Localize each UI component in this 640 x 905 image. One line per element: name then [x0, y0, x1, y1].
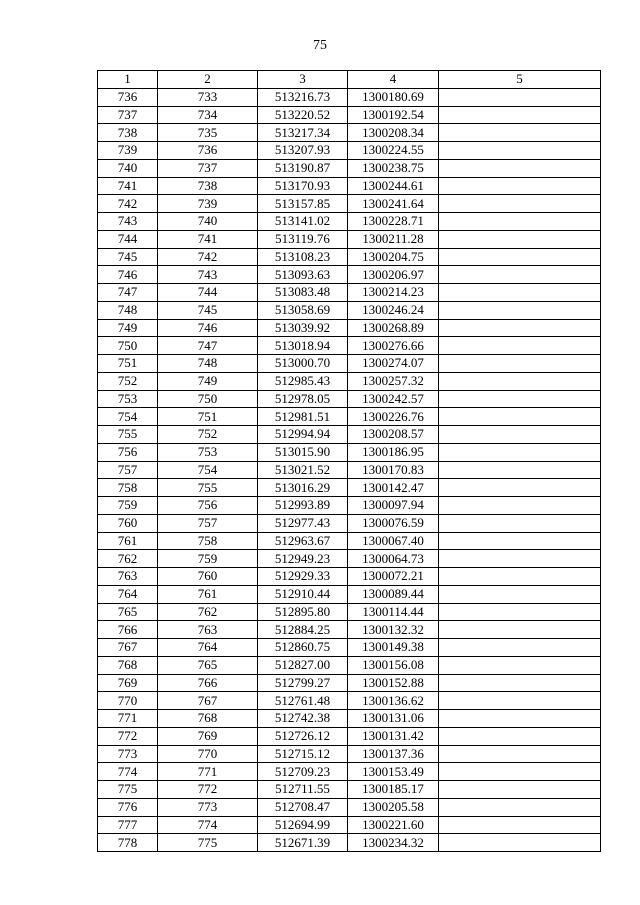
table-cell-col-3: 513119.76	[258, 230, 348, 248]
table-cell-col-1: 774	[98, 763, 158, 781]
table-cell-col-1: 772	[98, 727, 158, 745]
table-cell-col-4: 1300244.61	[348, 177, 439, 195]
table-cell-col-4: 1300234.32	[348, 834, 439, 852]
table-cell-col-2: 741	[158, 230, 258, 248]
table-cell-col-2: 747	[158, 337, 258, 355]
table-row	[98, 301, 601, 319]
column-header-5: 5	[439, 71, 601, 89]
table-cell-col-4: 1300241.64	[348, 195, 439, 213]
table-cell-col-2: 750	[158, 390, 258, 408]
table-cell-col-3: 512895.80	[258, 603, 348, 621]
table-cell-col-3: 513015.90	[258, 443, 348, 461]
table-row	[98, 159, 601, 177]
table-row	[98, 497, 601, 515]
table-cell-col-1: 763	[98, 568, 158, 586]
table-cell-col-4: 1300170.83	[348, 461, 439, 479]
table-row	[98, 230, 601, 248]
table-cell-col-3: 512726.12	[258, 727, 348, 745]
table-row	[98, 710, 601, 728]
table-cell-col-3: 512978.05	[258, 390, 348, 408]
table-cell-col-3: 512860.75	[258, 639, 348, 657]
table-cell-col-1: 744	[98, 230, 158, 248]
table-cell-col-2: 746	[158, 319, 258, 337]
table-cell-col-2: 735	[158, 124, 258, 142]
table-cell-col-4: 1300131.42	[348, 727, 439, 745]
table-cell-col-4: 1300185.17	[348, 781, 439, 799]
table-cell-col-4: 1300076.59	[348, 514, 439, 532]
table-cell-col-5	[439, 301, 601, 319]
table-cell-col-4: 1300149.38	[348, 639, 439, 657]
table-row	[98, 550, 601, 568]
table-cell-col-3: 512993.89	[258, 497, 348, 515]
table-cell-col-5	[439, 656, 601, 674]
table-row	[98, 390, 601, 408]
table-cell-col-1: 775	[98, 781, 158, 799]
table-cell-col-1: 748	[98, 301, 158, 319]
table-cell-col-5	[439, 355, 601, 373]
table-cell-col-2: 751	[158, 408, 258, 426]
table-row	[98, 177, 601, 195]
table-cell-col-5	[439, 550, 601, 568]
table-row	[98, 461, 601, 479]
table-row	[98, 408, 601, 426]
table-row	[98, 248, 601, 266]
table-cell-col-4: 1300204.75	[348, 248, 439, 266]
table-cell-col-3: 513058.69	[258, 301, 348, 319]
table-cell-col-5	[439, 816, 601, 834]
table-cell-col-3: 512711.55	[258, 781, 348, 799]
table-cell-col-1: 761	[98, 532, 158, 550]
table-cell-col-2: 772	[158, 781, 258, 799]
table-cell-col-3: 512709.23	[258, 763, 348, 781]
table-cell-col-5	[439, 745, 601, 763]
table-cell-col-5	[439, 479, 601, 497]
table-cell-col-1: 736	[98, 88, 158, 106]
table-row	[98, 621, 601, 639]
table-row	[98, 816, 601, 834]
table-row	[98, 426, 601, 444]
table-cell-col-5	[439, 497, 601, 515]
table-cell-col-2: 769	[158, 727, 258, 745]
table-cell-col-4: 1300208.57	[348, 426, 439, 444]
table-row	[98, 372, 601, 390]
table-cell-col-2: 773	[158, 798, 258, 816]
table-cell-col-3: 512694.99	[258, 816, 348, 834]
table-cell-col-4: 1300137.36	[348, 745, 439, 763]
table-cell-col-3: 513207.93	[258, 142, 348, 160]
table-cell-col-3: 513190.87	[258, 159, 348, 177]
table-cell-col-1: 745	[98, 248, 158, 266]
table-cell-col-3: 512799.27	[258, 674, 348, 692]
table-cell-col-3: 513170.93	[258, 177, 348, 195]
table-cell-col-2: 759	[158, 550, 258, 568]
table-cell-col-4: 1300226.76	[348, 408, 439, 426]
table-cell-col-5	[439, 443, 601, 461]
column-header-4: 4	[348, 71, 439, 89]
table-row	[98, 639, 601, 657]
table-cell-col-5	[439, 284, 601, 302]
table-cell-col-4: 1300221.60	[348, 816, 439, 834]
table-cell-col-1: 766	[98, 621, 158, 639]
table-cell-col-4: 1300274.07	[348, 355, 439, 373]
table-cell-col-5	[439, 710, 601, 728]
column-header-1: 1	[98, 71, 158, 89]
table-cell-col-3: 512985.43	[258, 372, 348, 390]
table-row	[98, 798, 601, 816]
table-cell-col-1: 752	[98, 372, 158, 390]
table-cell-col-4: 1300136.62	[348, 692, 439, 710]
table-cell-col-4: 1300238.75	[348, 159, 439, 177]
table-cell-col-2: 749	[158, 372, 258, 390]
table-cell-col-1: 754	[98, 408, 158, 426]
table-cell-col-4: 1300153.49	[348, 763, 439, 781]
table-cell-col-5	[439, 319, 601, 337]
table-cell-col-5	[439, 461, 601, 479]
table-cell-col-2: 764	[158, 639, 258, 657]
table-cell-col-5	[439, 585, 601, 603]
table-cell-col-3: 513093.63	[258, 266, 348, 284]
table-cell-col-1: 738	[98, 124, 158, 142]
table-cell-col-2: 742	[158, 248, 258, 266]
table-cell-col-4: 1300246.24	[348, 301, 439, 319]
table-cell-col-5	[439, 621, 601, 639]
table-row	[98, 656, 601, 674]
table-cell-col-4: 1300142.47	[348, 479, 439, 497]
table-cell-col-2: 768	[158, 710, 258, 728]
table-row	[98, 337, 601, 355]
table-cell-col-1: 769	[98, 674, 158, 692]
table-body	[98, 88, 601, 851]
table-cell-col-5	[439, 142, 601, 160]
table-cell-col-4: 1300211.28	[348, 230, 439, 248]
table-cell-col-4: 1300089.44	[348, 585, 439, 603]
table-cell-col-4: 1300192.54	[348, 106, 439, 124]
table-cell-col-2: 756	[158, 497, 258, 515]
table-cell-col-1: 758	[98, 479, 158, 497]
table-cell-col-3: 513220.52	[258, 106, 348, 124]
table-cell-col-1: 770	[98, 692, 158, 710]
table-cell-col-3: 513021.52	[258, 461, 348, 479]
table-cell-col-4: 1300156.08	[348, 656, 439, 674]
table-cell-col-2: 733	[158, 88, 258, 106]
table-cell-col-4: 1300132.32	[348, 621, 439, 639]
table-row	[98, 514, 601, 532]
table-cell-col-1: 757	[98, 461, 158, 479]
table-cell-col-5	[439, 372, 601, 390]
table-cell-col-1: 767	[98, 639, 158, 657]
table-row	[98, 834, 601, 852]
table-row	[98, 603, 601, 621]
table-cell-col-4: 1300214.23	[348, 284, 439, 302]
table-cell-col-2: 767	[158, 692, 258, 710]
table-cell-col-5	[439, 124, 601, 142]
table-cell-col-4: 1300206.97	[348, 266, 439, 284]
table-cell-col-5	[439, 532, 601, 550]
table-cell-col-3: 512929.33	[258, 568, 348, 586]
table-row	[98, 443, 601, 461]
table-cell-col-4: 1300242.57	[348, 390, 439, 408]
table-cell-col-2: 771	[158, 763, 258, 781]
table-cell-col-4: 1300257.32	[348, 372, 439, 390]
table-cell-col-3: 513083.48	[258, 284, 348, 302]
table-cell-col-4: 1300205.58	[348, 798, 439, 816]
table-cell-col-5	[439, 390, 601, 408]
table-cell-col-4: 1300268.89	[348, 319, 439, 337]
table-cell-col-2: 738	[158, 177, 258, 195]
table-row	[98, 781, 601, 799]
table-cell-col-5	[439, 213, 601, 231]
table-cell-col-5	[439, 798, 601, 816]
table-cell-col-3: 513000.70	[258, 355, 348, 373]
table-cell-col-5	[439, 177, 601, 195]
table-cell-col-5	[439, 568, 601, 586]
table-cell-col-1: 768	[98, 656, 158, 674]
table-cell-col-1: 756	[98, 443, 158, 461]
table-cell-col-3: 513141.02	[258, 213, 348, 231]
table-cell-col-1: 765	[98, 603, 158, 621]
table-cell-col-2: 765	[158, 656, 258, 674]
table-cell-col-4: 1300064.73	[348, 550, 439, 568]
table-cell-col-1: 740	[98, 159, 158, 177]
table-cell-col-5	[439, 337, 601, 355]
table-cell-col-1: 771	[98, 710, 158, 728]
table-cell-col-5	[439, 692, 601, 710]
table-cell-col-1: 759	[98, 497, 158, 515]
table-cell-col-5	[439, 248, 601, 266]
table-cell-col-1: 776	[98, 798, 158, 816]
table-cell-col-1: 742	[98, 195, 158, 213]
table-cell-col-5	[439, 266, 601, 284]
table-cell-col-1: 778	[98, 834, 158, 852]
table-cell-col-1: 764	[98, 585, 158, 603]
table-row	[98, 124, 601, 142]
table-row	[98, 479, 601, 497]
table-cell-col-2: 760	[158, 568, 258, 586]
table-cell-col-2: 734	[158, 106, 258, 124]
table-cell-col-1: 753	[98, 390, 158, 408]
table-cell-col-2: 753	[158, 443, 258, 461]
table-cell-col-2: 748	[158, 355, 258, 373]
table-cell-col-2: 762	[158, 603, 258, 621]
table-cell-col-3: 512884.25	[258, 621, 348, 639]
coordinates-table	[97, 70, 601, 852]
table-cell-col-3: 512827.00	[258, 656, 348, 674]
table-cell-col-3: 512994.94	[258, 426, 348, 444]
table-row	[98, 106, 601, 124]
table-cell-col-4: 1300180.69	[348, 88, 439, 106]
table-cell-col-5	[439, 639, 601, 657]
table-cell-col-5	[439, 426, 601, 444]
table-cell-col-2: 737	[158, 159, 258, 177]
table-cell-col-3: 513157.85	[258, 195, 348, 213]
table-cell-col-2: 766	[158, 674, 258, 692]
table-cell-col-1: 773	[98, 745, 158, 763]
table-row	[98, 142, 601, 160]
table-cell-col-1: 739	[98, 142, 158, 160]
table-cell-col-3: 513217.34	[258, 124, 348, 142]
table-cell-col-1: 747	[98, 284, 158, 302]
table-cell-col-4: 1300186.95	[348, 443, 439, 461]
table-cell-col-5	[439, 781, 601, 799]
table-cell-col-2: 754	[158, 461, 258, 479]
table-row	[98, 692, 601, 710]
table-row	[98, 266, 601, 284]
table-cell-col-4: 1300152.88	[348, 674, 439, 692]
table-cell-col-3: 512742.38	[258, 710, 348, 728]
table-cell-col-3: 512715.12	[258, 745, 348, 763]
table-cell-col-2: 758	[158, 532, 258, 550]
table-cell-col-2: 755	[158, 479, 258, 497]
table-cell-col-5	[439, 106, 601, 124]
table-row	[98, 674, 601, 692]
table-cell-col-1: 749	[98, 319, 158, 337]
table-cell-col-2: 740	[158, 213, 258, 231]
table-cell-col-1: 750	[98, 337, 158, 355]
table-row	[98, 88, 601, 106]
table-cell-col-1: 755	[98, 426, 158, 444]
table-cell-col-5	[439, 727, 601, 745]
table-cell-col-3: 513018.94	[258, 337, 348, 355]
table-cell-col-2: 761	[158, 585, 258, 603]
table-cell-col-2: 763	[158, 621, 258, 639]
table-row	[98, 568, 601, 586]
table-cell-col-1: 777	[98, 816, 158, 834]
page-number: 75	[313, 38, 327, 53]
table-cell-col-3: 512963.67	[258, 532, 348, 550]
table-row	[98, 284, 601, 302]
table-cell-col-5	[439, 603, 601, 621]
table-row	[98, 195, 601, 213]
table-cell-col-2: 770	[158, 745, 258, 763]
table-cell-col-1: 760	[98, 514, 158, 532]
table-cell-col-4: 1300228.71	[348, 213, 439, 231]
table-row	[98, 532, 601, 550]
table-cell-col-4: 1300067.40	[348, 532, 439, 550]
table-cell-col-5	[439, 408, 601, 426]
table-cell-col-3: 512708.47	[258, 798, 348, 816]
table-cell-col-2: 775	[158, 834, 258, 852]
table-cell-col-5	[439, 88, 601, 106]
table-cell-col-1: 737	[98, 106, 158, 124]
table-header	[98, 71, 601, 89]
table-cell-col-1: 743	[98, 213, 158, 231]
table-cell-col-4: 1300276.66	[348, 337, 439, 355]
table-cell-col-4: 1300224.55	[348, 142, 439, 160]
table-cell-col-3: 513216.73	[258, 88, 348, 106]
table-row	[98, 763, 601, 781]
table-cell-col-1: 746	[98, 266, 158, 284]
table-cell-col-5	[439, 834, 601, 852]
table-cell-col-1: 751	[98, 355, 158, 373]
table-cell-col-5	[439, 195, 601, 213]
table-cell-col-4: 1300208.34	[348, 124, 439, 142]
table-row	[98, 727, 601, 745]
table-cell-col-3: 513108.23	[258, 248, 348, 266]
table-cell-col-4: 1300097.94	[348, 497, 439, 515]
table-cell-col-3: 513016.29	[258, 479, 348, 497]
table-cell-col-2: 736	[158, 142, 258, 160]
column-header-2: 2	[158, 71, 258, 89]
header-row	[98, 71, 601, 89]
table-cell-col-2: 739	[158, 195, 258, 213]
table-cell-col-5	[439, 514, 601, 532]
table-cell-col-4: 1300072.21	[348, 568, 439, 586]
table-row	[98, 585, 601, 603]
table-row	[98, 745, 601, 763]
table-cell-col-2: 757	[158, 514, 258, 532]
table-cell-col-5	[439, 230, 601, 248]
table-cell-col-4: 1300114.44	[348, 603, 439, 621]
table-cell-col-5	[439, 763, 601, 781]
table-cell-col-2: 744	[158, 284, 258, 302]
table-cell-col-5	[439, 674, 601, 692]
table-cell-col-1: 741	[98, 177, 158, 195]
table-cell-col-3: 512671.39	[258, 834, 348, 852]
table-cell-col-2: 743	[158, 266, 258, 284]
table-row	[98, 355, 601, 373]
table-cell-col-3: 512977.43	[258, 514, 348, 532]
table-row	[98, 213, 601, 231]
table-cell-col-3: 512981.51	[258, 408, 348, 426]
table-cell-col-5	[439, 159, 601, 177]
table-cell-col-3: 512761.48	[258, 692, 348, 710]
table-cell-col-4: 1300131.06	[348, 710, 439, 728]
table-cell-col-2: 752	[158, 426, 258, 444]
table-cell-col-3: 512910.44	[258, 585, 348, 603]
table-cell-col-1: 762	[98, 550, 158, 568]
table-cell-col-3: 512949.23	[258, 550, 348, 568]
table-cell-col-3: 513039.92	[258, 319, 348, 337]
table-row	[98, 319, 601, 337]
table-cell-col-2: 774	[158, 816, 258, 834]
column-header-3: 3	[258, 71, 348, 89]
table-cell-col-2: 745	[158, 301, 258, 319]
